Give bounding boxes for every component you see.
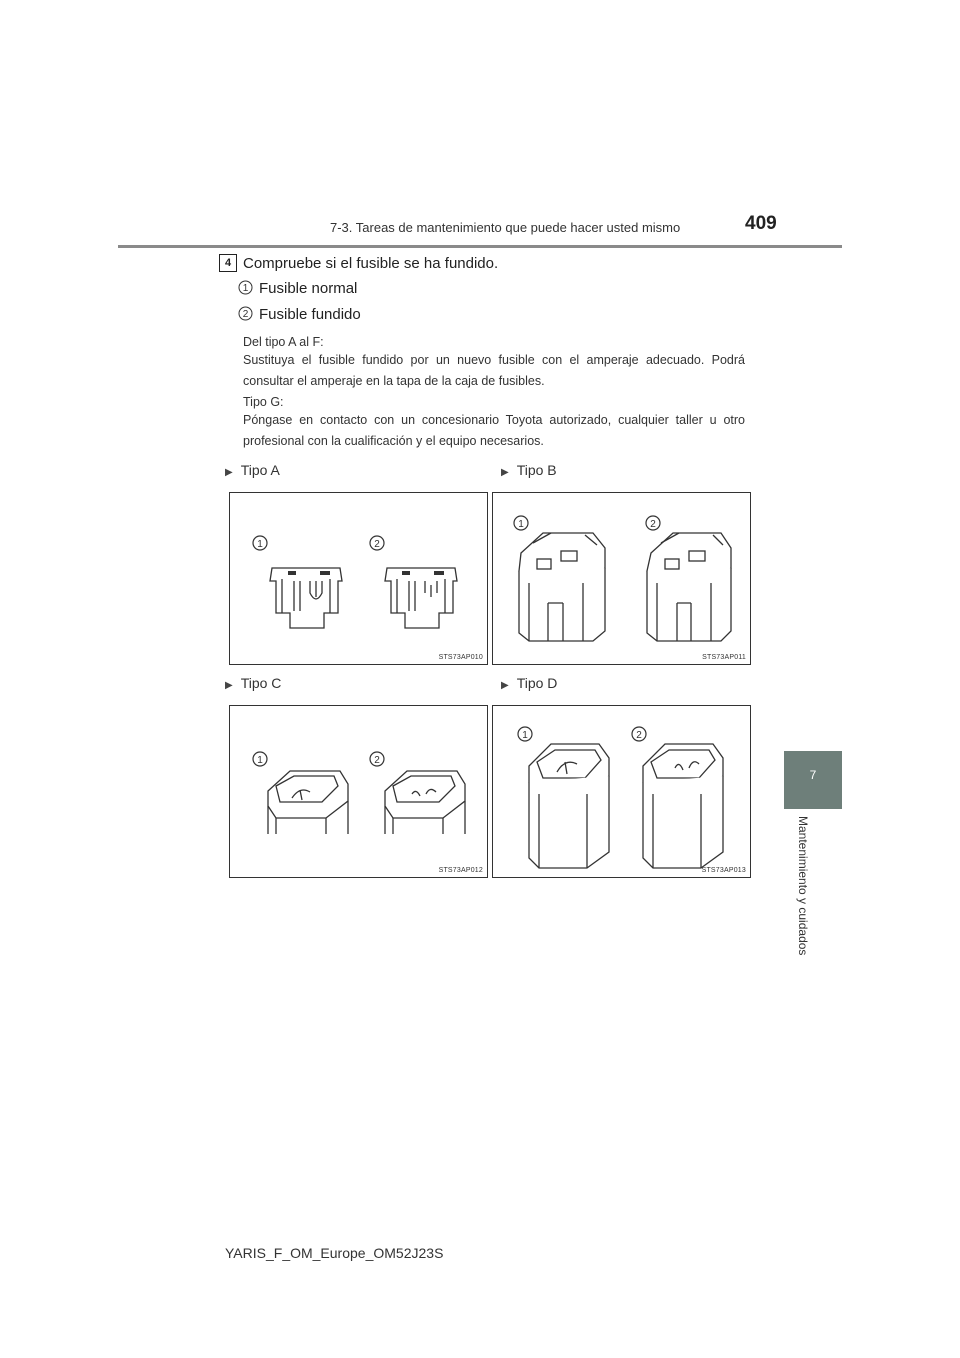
figure-label-c: ▶ Tipo C [225,675,282,691]
step-number-badge: 4 [219,254,237,272]
svg-text:1: 1 [518,519,524,530]
figure-type-b [492,492,751,665]
step-instruction: Compruebe si el fusible se ha fundido. [243,255,499,272]
svg-text:2: 2 [374,539,380,550]
triangle-right-icon: ▶ [225,680,233,691]
triangle-right-icon: ▶ [225,467,233,478]
figure-code: STS73AP013 [701,867,746,874]
section-title: 7-3. Tareas de mantenimiento que puede hacer usted mismo [330,220,681,235]
chapter-number: 7 [809,768,817,782]
page-number: 409 [745,213,777,234]
svg-text:2: 2 [242,309,249,320]
triangle-right-icon: ▶ [501,680,509,691]
triangle-right-icon: ▶ [501,467,509,478]
callout-1-icon [238,280,253,295]
figure-label-b: ▶ Tipo B [501,462,557,478]
note-types-a-f-heading: Del tipo A al F: [243,335,324,349]
note-types-a-f-body: Sustituya el fusible fundido por un nuevo fusible con el amperaje adecuado. Podrá consultar el amperaje en la tapa de la caja de fusibles. [243,353,745,388]
svg-text:1: 1 [522,730,528,741]
note-type-g-heading: Tipo G: [243,395,284,409]
figure-code: STS73AP010 [438,654,483,661]
figure-label-a: ▶ Tipo A [225,462,280,478]
svg-text:1: 1 [257,755,263,766]
figure-type-a [229,492,488,665]
chapter-title: Mantenimiento y cuidados [796,816,810,956]
figure-label-d: ▶ Tipo D [501,675,558,691]
item-normal-fuse: Fusible normal [259,280,358,297]
svg-text:2: 2 [374,755,380,766]
figure-type-d [492,705,751,878]
callout-2-icon [238,306,253,321]
header-rule [118,245,842,248]
note-type-g-body: Póngase en contacto con un concesionario Toyota autorizado, cualquier taller u otro profesional con la cualificación y el equipo necesarios. [243,413,745,448]
figure-code: STS73AP012 [438,867,483,874]
svg-text:2: 2 [650,519,656,530]
svg-text:1: 1 [242,283,249,294]
item-blown-fuse: Fusible fundido [259,306,361,323]
document-id: YARIS_F_OM_Europe_OM52J23S [225,1245,444,1261]
figure-code: STS73AP011 [702,654,746,661]
svg-text:1: 1 [257,539,263,550]
svg-text:2: 2 [636,730,642,741]
figure-type-c [229,705,488,878]
